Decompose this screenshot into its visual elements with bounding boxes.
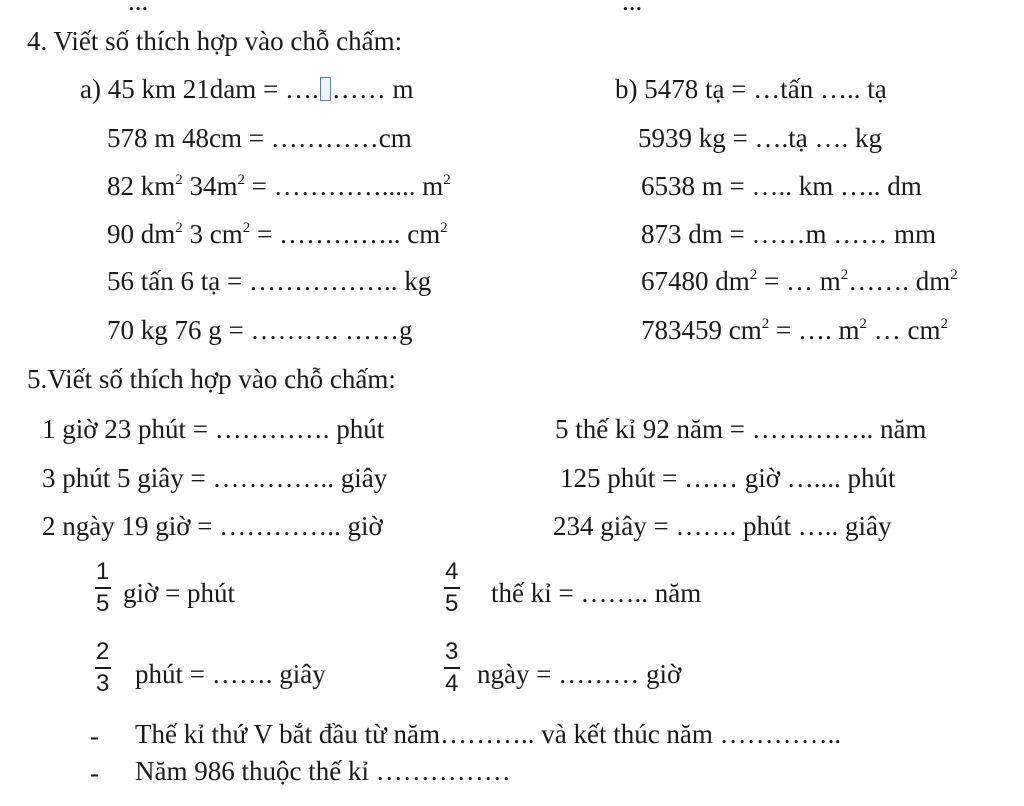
exercise-4a-row: 578 m 48cm = …………cm: [107, 123, 412, 153]
exercise-4a-row: 82 $km^2$ $34m^2$ = …………..... $m^2$: [107, 171, 451, 201]
exercise-4a-label: a): [80, 74, 101, 104]
bullet-item: Thế kỉ thứ V bắt đầu từ năm……….. và kết thúc năm …………..: [135, 719, 842, 749]
exercise-4b-first: b) 5478 tạ = …tấn ….. tạ: [615, 74, 887, 104]
fraction: 2 3: [96, 638, 110, 697]
exercise-5-right-row: 5 thế kỉ 92 năm = ………….. năm: [555, 414, 927, 444]
fraction: 1 5: [96, 558, 110, 617]
bullet-dash: -: [90, 758, 99, 788]
exercise-4b-row: 5939 kg = ….tạ …. kg: [638, 123, 882, 153]
section-4-title: 4. Viết số thích hợp vào chỗ chấm:: [27, 26, 403, 56]
exercise-5-left-row: 3 phút 5 giây = ………….. giây: [42, 463, 388, 493]
exercise-4a-right: …… m: [331, 74, 414, 104]
exercise-4a-first: [80, 76, 413, 103]
exercise-4b-row: 873 dm = ……m …… mm: [641, 219, 936, 249]
exercise-5-left-row: 1 giờ 23 phút = …………. phút: [42, 414, 385, 444]
exercise-4a-row: 70 kg 76 g = ………. ……g: [107, 315, 413, 345]
fraction-row-text: thế kỉ = …….. năm: [491, 578, 702, 608]
fraction: 3 4: [445, 638, 459, 697]
bullet-item: Năm 986 thuộc thế kỉ ……………: [135, 756, 511, 786]
section-5-title: 5.Viết số thích hợp vào chỗ chấm:: [27, 364, 396, 394]
exercise-4b-row: 6538 m = ….. km ….. dm: [641, 171, 922, 201]
clipped-top-text-left: ...: [128, 0, 149, 16]
exercise-4a-left: 45 km 21dam = ….: [107, 74, 319, 104]
exercise-4a-row: 56 tấn 6 tạ = …………….. kg: [107, 266, 432, 296]
fraction-row-text: ngày = ……… giờ: [477, 659, 682, 689]
bullet-dash: -: [90, 721, 99, 751]
clipped-top-text-right: ...: [622, 0, 643, 16]
exercise-4a-row: 90 $dm^2$ 3 $cm^2$ = ………….. $cm^2$: [107, 219, 448, 249]
exercise-4b-row: 67480 $dm^2$ = … $m^2\dots\dots$. $dm^2$: [641, 266, 958, 296]
fraction-row-text: phút = ……. giây: [135, 659, 326, 689]
exercise-5-right-row: 234 giây = ……. phút ….. giây: [553, 511, 892, 541]
text-cursor-icon[interactable]: [320, 77, 331, 101]
fraction: 4 5: [445, 558, 459, 617]
fraction-row-text: giờ = phút: [123, 578, 236, 608]
exercise-4b-row: 783459 $cm^2$ = …. $m^2$ … $cm^2$: [641, 315, 948, 345]
exercise-5-left-row: 2 ngày 19 giờ = ………….. giờ: [42, 511, 383, 541]
exercise-5-right-row: 125 phút = …… giờ ….... phút: [560, 463, 896, 493]
